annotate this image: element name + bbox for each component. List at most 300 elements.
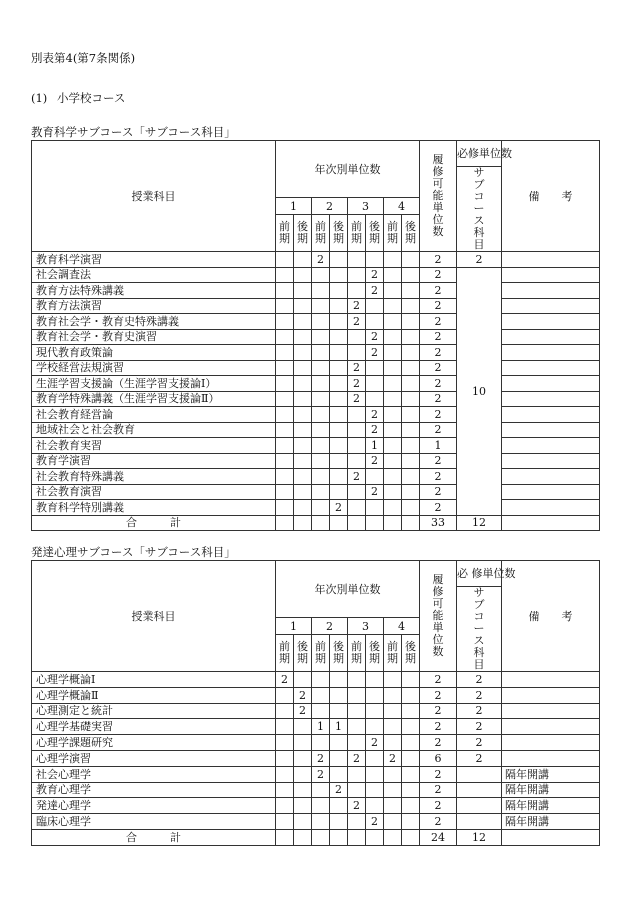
term-units (348, 252, 366, 268)
term-units-total (294, 515, 312, 531)
table-row (32, 267, 600, 283)
term-units (294, 314, 312, 330)
available-credits: 2 (420, 672, 457, 688)
term-units (402, 687, 420, 703)
table-row (32, 329, 600, 345)
term-units (402, 735, 420, 751)
term-units (402, 422, 420, 438)
term-units-total (312, 829, 330, 845)
term-units (294, 252, 312, 268)
second-term-label: 後期 (297, 219, 308, 245)
term-units (348, 283, 366, 299)
term-units (384, 345, 402, 361)
available-credits: 2 (420, 814, 457, 830)
term-units (384, 267, 402, 283)
term-units (312, 782, 330, 798)
term-units (384, 703, 402, 719)
term-units (348, 484, 366, 500)
required-units (457, 766, 502, 782)
term-units: 2 (330, 500, 348, 516)
term-units (312, 453, 330, 469)
term-units (294, 500, 312, 516)
term-units (384, 687, 402, 703)
term-units (330, 329, 348, 345)
term-units (384, 814, 402, 830)
table-row (32, 469, 600, 485)
term-units (312, 360, 330, 376)
term-units (402, 345, 420, 361)
term-units (294, 267, 312, 283)
term-units (402, 469, 420, 485)
table-caption: 教育科学サブコース「サブコース科目」 (31, 125, 236, 139)
term-units (312, 345, 330, 361)
remarks (502, 422, 600, 438)
subject-header: 授業科目 (32, 141, 276, 252)
available-credits: 2 (420, 345, 457, 361)
term-units (276, 750, 294, 766)
term-units (312, 814, 330, 830)
term-units (366, 782, 384, 798)
term-units (330, 672, 348, 688)
term-units (276, 391, 294, 407)
term-units (294, 453, 312, 469)
second-term-header (366, 634, 384, 671)
remarks (502, 719, 600, 735)
term-units: 2 (366, 453, 384, 469)
term-units (402, 500, 420, 516)
first-term-header (384, 214, 402, 251)
term-units (312, 376, 330, 392)
term-units (330, 766, 348, 782)
term-units (294, 766, 312, 782)
term-units (402, 703, 420, 719)
term-units (294, 360, 312, 376)
term-units: 2 (348, 376, 366, 392)
term-units (312, 469, 330, 485)
term-units (312, 703, 330, 719)
term-units: 2 (312, 750, 330, 766)
term-units (348, 735, 366, 751)
subject-header: 授業科目 (32, 561, 276, 672)
term-units (276, 687, 294, 703)
credits-table-education-science (31, 140, 600, 531)
term-units: 2 (366, 814, 384, 830)
subject-name: 教育社会学・教育史特殊講義 (32, 314, 276, 330)
term-units (402, 798, 420, 814)
term-units (384, 376, 402, 392)
term-units (312, 687, 330, 703)
available-credits: 6 (420, 750, 457, 766)
first-term-label: 前期 (387, 639, 398, 665)
required-units: 2 (457, 703, 502, 719)
credits-header (420, 561, 457, 672)
available-credits: 2 (420, 766, 457, 782)
table-row (32, 500, 600, 516)
first-term-header (348, 634, 366, 671)
remarks (502, 314, 600, 330)
year-header: 1 (276, 618, 312, 634)
remarks: 隔年開講 (502, 798, 600, 814)
term-units (384, 735, 402, 751)
table-row (32, 814, 600, 830)
first-term-label: 前期 (351, 219, 362, 245)
term-units (402, 376, 420, 392)
required-units: 2 (457, 735, 502, 751)
term-units (402, 391, 420, 407)
term-units (330, 360, 348, 376)
term-units (294, 422, 312, 438)
term-units (294, 798, 312, 814)
subject-name: 生涯学習支援論（生涯学習支援論Ⅰ） (32, 376, 276, 392)
term-units (366, 360, 384, 376)
term-units (276, 329, 294, 345)
term-units (276, 814, 294, 830)
subcourse-header (457, 587, 502, 672)
term-units (294, 283, 312, 299)
term-units (402, 750, 420, 766)
term-units (366, 766, 384, 782)
first-term-label: 前期 (279, 639, 290, 665)
term-units-total (402, 829, 420, 845)
first-term-header (384, 634, 402, 671)
subject-name: 社会教育演習 (32, 484, 276, 500)
term-units (312, 298, 330, 314)
term-units-total (276, 515, 294, 531)
term-units: 2 (366, 267, 384, 283)
term-units (294, 391, 312, 407)
term-units (312, 672, 330, 688)
subject-name: 教育科学特別講義 (32, 500, 276, 516)
subject-name: 教育心理学 (32, 782, 276, 798)
remarks-header: 備 考 (502, 561, 600, 672)
term-units (366, 314, 384, 330)
total-credits: 33 (420, 515, 457, 531)
table-row (32, 750, 600, 766)
section-heading (31, 90, 125, 106)
term-units: 2 (348, 360, 366, 376)
credits-header-label: 履修可能単位数 (432, 573, 444, 658)
term-units (402, 484, 420, 500)
term-units (348, 329, 366, 345)
term-units (330, 391, 348, 407)
term-units-total (366, 829, 384, 845)
term-units: 2 (348, 391, 366, 407)
term-units (348, 703, 366, 719)
required-units-merged: 10 (457, 267, 502, 515)
second-term-label: 後期 (297, 639, 308, 665)
term-units (276, 719, 294, 735)
first-term-header (312, 634, 330, 671)
term-units: 2 (366, 484, 384, 500)
available-credits: 2 (420, 798, 457, 814)
term-units (402, 719, 420, 735)
term-units (402, 360, 420, 376)
term-units-total (312, 515, 330, 531)
term-units (384, 766, 402, 782)
remarks (502, 687, 600, 703)
remarks (502, 407, 600, 423)
term-units (366, 703, 384, 719)
term-units: 2 (294, 687, 312, 703)
table-row (32, 298, 600, 314)
term-units (366, 500, 384, 516)
term-units (276, 298, 294, 314)
subject-name: 社会教育実習 (32, 438, 276, 454)
table-row (32, 360, 600, 376)
term-units (312, 267, 330, 283)
term-units (294, 484, 312, 500)
available-credits: 2 (420, 314, 457, 330)
remarks (502, 360, 600, 376)
subject-name: 心理学基礎実習 (32, 719, 276, 735)
term-units (384, 719, 402, 735)
subject-name: 心理学演習 (32, 750, 276, 766)
second-term-header (294, 634, 312, 671)
first-term-label: 前期 (315, 639, 326, 665)
term-units (348, 407, 366, 423)
first-term-label: 前期 (351, 639, 362, 665)
second-term-header (330, 214, 348, 251)
subject-name: 臨床心理学 (32, 814, 276, 830)
term-units: 1 (330, 719, 348, 735)
term-units (330, 687, 348, 703)
term-units (348, 345, 366, 361)
credits-header-label: 履修可能単位数 (432, 153, 444, 238)
term-units (330, 376, 348, 392)
term-units (384, 453, 402, 469)
term-units: 2 (348, 469, 366, 485)
available-credits: 2 (420, 453, 457, 469)
term-units: 2 (348, 298, 366, 314)
subject-name: 発達心理学 (32, 798, 276, 814)
term-units (330, 407, 348, 423)
term-units (348, 267, 366, 283)
term-units (276, 422, 294, 438)
year-header: 4 (384, 618, 420, 634)
table-row (32, 252, 600, 268)
term-units (402, 283, 420, 299)
term-units (402, 298, 420, 314)
table-row (32, 283, 600, 299)
term-units (330, 484, 348, 500)
subject-name: 社会教育経営論 (32, 407, 276, 423)
remarks (502, 345, 600, 361)
available-credits: 2 (420, 703, 457, 719)
remarks (502, 298, 600, 314)
second-term-label: 後期 (369, 219, 380, 245)
remarks (502, 267, 600, 283)
available-credits: 2 (420, 469, 457, 485)
term-units (402, 814, 420, 830)
subject-name: 社会心理学 (32, 766, 276, 782)
term-units (366, 798, 384, 814)
subject-name: 心理学課題研究 (32, 735, 276, 751)
term-units (348, 672, 366, 688)
total-required: 12 (457, 829, 502, 845)
second-term-header (294, 214, 312, 251)
subject-name: 教育方法特殊講義 (32, 283, 276, 299)
year-header: 3 (348, 198, 384, 214)
term-units (384, 391, 402, 407)
term-units: 2 (366, 329, 384, 345)
subject-name: 社会教育特殊講義 (32, 469, 276, 485)
annual-units-header: 年次別単位数 (276, 141, 420, 198)
term-units (366, 391, 384, 407)
term-units (348, 687, 366, 703)
table-row (32, 782, 600, 798)
available-credits: 2 (420, 687, 457, 703)
term-units (330, 345, 348, 361)
table-row (32, 703, 600, 719)
remarks (502, 484, 600, 500)
term-units (276, 782, 294, 798)
term-units (330, 469, 348, 485)
term-units-total (294, 829, 312, 845)
subject-name: 心理学概論Ⅰ (32, 672, 276, 688)
remarks: 隔年開講 (502, 814, 600, 830)
term-units (276, 345, 294, 361)
term-units (312, 283, 330, 299)
term-units (384, 422, 402, 438)
annual-units-header: 年次別単位数 (276, 561, 420, 618)
total-row (32, 829, 600, 845)
remarks (502, 750, 600, 766)
term-units (384, 360, 402, 376)
term-units (276, 703, 294, 719)
subject-name: 心理学概論Ⅱ (32, 687, 276, 703)
term-units (402, 314, 420, 330)
term-units (402, 407, 420, 423)
term-units (276, 500, 294, 516)
term-units (294, 407, 312, 423)
required-units: 2 (457, 750, 502, 766)
second-term-header (402, 214, 420, 251)
first-term-label: 前期 (279, 219, 290, 245)
term-units-total (330, 515, 348, 531)
term-units-total (384, 829, 402, 845)
total-label: 合 計 (32, 515, 276, 531)
term-units (276, 407, 294, 423)
second-term-label: 後期 (333, 219, 344, 245)
term-units (384, 469, 402, 485)
term-units (312, 500, 330, 516)
required-units-header: 必修単位数 (457, 141, 502, 167)
first-term-header (276, 634, 294, 671)
term-units (276, 469, 294, 485)
available-credits: 2 (420, 376, 457, 392)
term-units (294, 298, 312, 314)
term-units-total (384, 515, 402, 531)
term-units (294, 750, 312, 766)
term-units (402, 252, 420, 268)
term-units: 2 (366, 283, 384, 299)
term-units (366, 252, 384, 268)
remarks (502, 453, 600, 469)
subject-name: 教育学演習 (32, 453, 276, 469)
second-term-label: 後期 (333, 639, 344, 665)
term-units: 2 (312, 252, 330, 268)
first-term-header (348, 214, 366, 251)
credits-header (420, 141, 457, 252)
term-units-total (366, 515, 384, 531)
total-row (32, 515, 600, 531)
term-units (366, 376, 384, 392)
term-units (294, 376, 312, 392)
remarks (502, 672, 600, 688)
term-units (330, 283, 348, 299)
term-units (276, 438, 294, 454)
term-units: 2 (366, 422, 384, 438)
term-units (276, 453, 294, 469)
term-units (402, 782, 420, 798)
term-units (294, 438, 312, 454)
term-units (384, 484, 402, 500)
table-row (32, 735, 600, 751)
remarks (502, 500, 600, 516)
year-header: 4 (384, 198, 420, 214)
term-units (276, 376, 294, 392)
available-credits: 2 (420, 500, 457, 516)
term-units (330, 422, 348, 438)
term-units (276, 314, 294, 330)
term-units (348, 782, 366, 798)
table-row (32, 672, 600, 688)
table-row (32, 422, 600, 438)
term-units (366, 750, 384, 766)
document-title: 別表第4(第7条関係) (31, 51, 136, 65)
term-units-total (402, 515, 420, 531)
table-row (32, 798, 600, 814)
term-units (402, 329, 420, 345)
term-units: 1 (366, 438, 384, 454)
term-units (348, 719, 366, 735)
term-units-total (348, 829, 366, 845)
term-units: 2 (384, 750, 402, 766)
term-units (276, 798, 294, 814)
required-units: 2 (457, 687, 502, 703)
term-units: 2 (330, 782, 348, 798)
term-units (276, 360, 294, 376)
term-units (312, 391, 330, 407)
term-units (330, 438, 348, 454)
term-units (402, 453, 420, 469)
term-units (402, 672, 420, 688)
term-units (294, 782, 312, 798)
available-credits: 2 (420, 298, 457, 314)
available-credits: 2 (420, 329, 457, 345)
available-credits: 2 (420, 283, 457, 299)
remarks (502, 329, 600, 345)
remarks (502, 703, 600, 719)
total-credits: 24 (420, 829, 457, 845)
term-units (312, 314, 330, 330)
second-term-label: 後期 (405, 639, 416, 665)
table-row (32, 345, 600, 361)
subcourse-header-label: サブコース科目 (473, 166, 485, 251)
term-units (276, 267, 294, 283)
term-units: 2 (312, 766, 330, 782)
subject-name: 心理測定と統計 (32, 703, 276, 719)
term-units (348, 500, 366, 516)
term-units (312, 735, 330, 751)
required-units-header: 必 修単位数 (457, 561, 502, 587)
remarks-total (502, 829, 600, 845)
term-units (330, 703, 348, 719)
term-units (294, 719, 312, 735)
term-units (384, 438, 402, 454)
remarks (502, 376, 600, 392)
required-units (457, 814, 502, 830)
